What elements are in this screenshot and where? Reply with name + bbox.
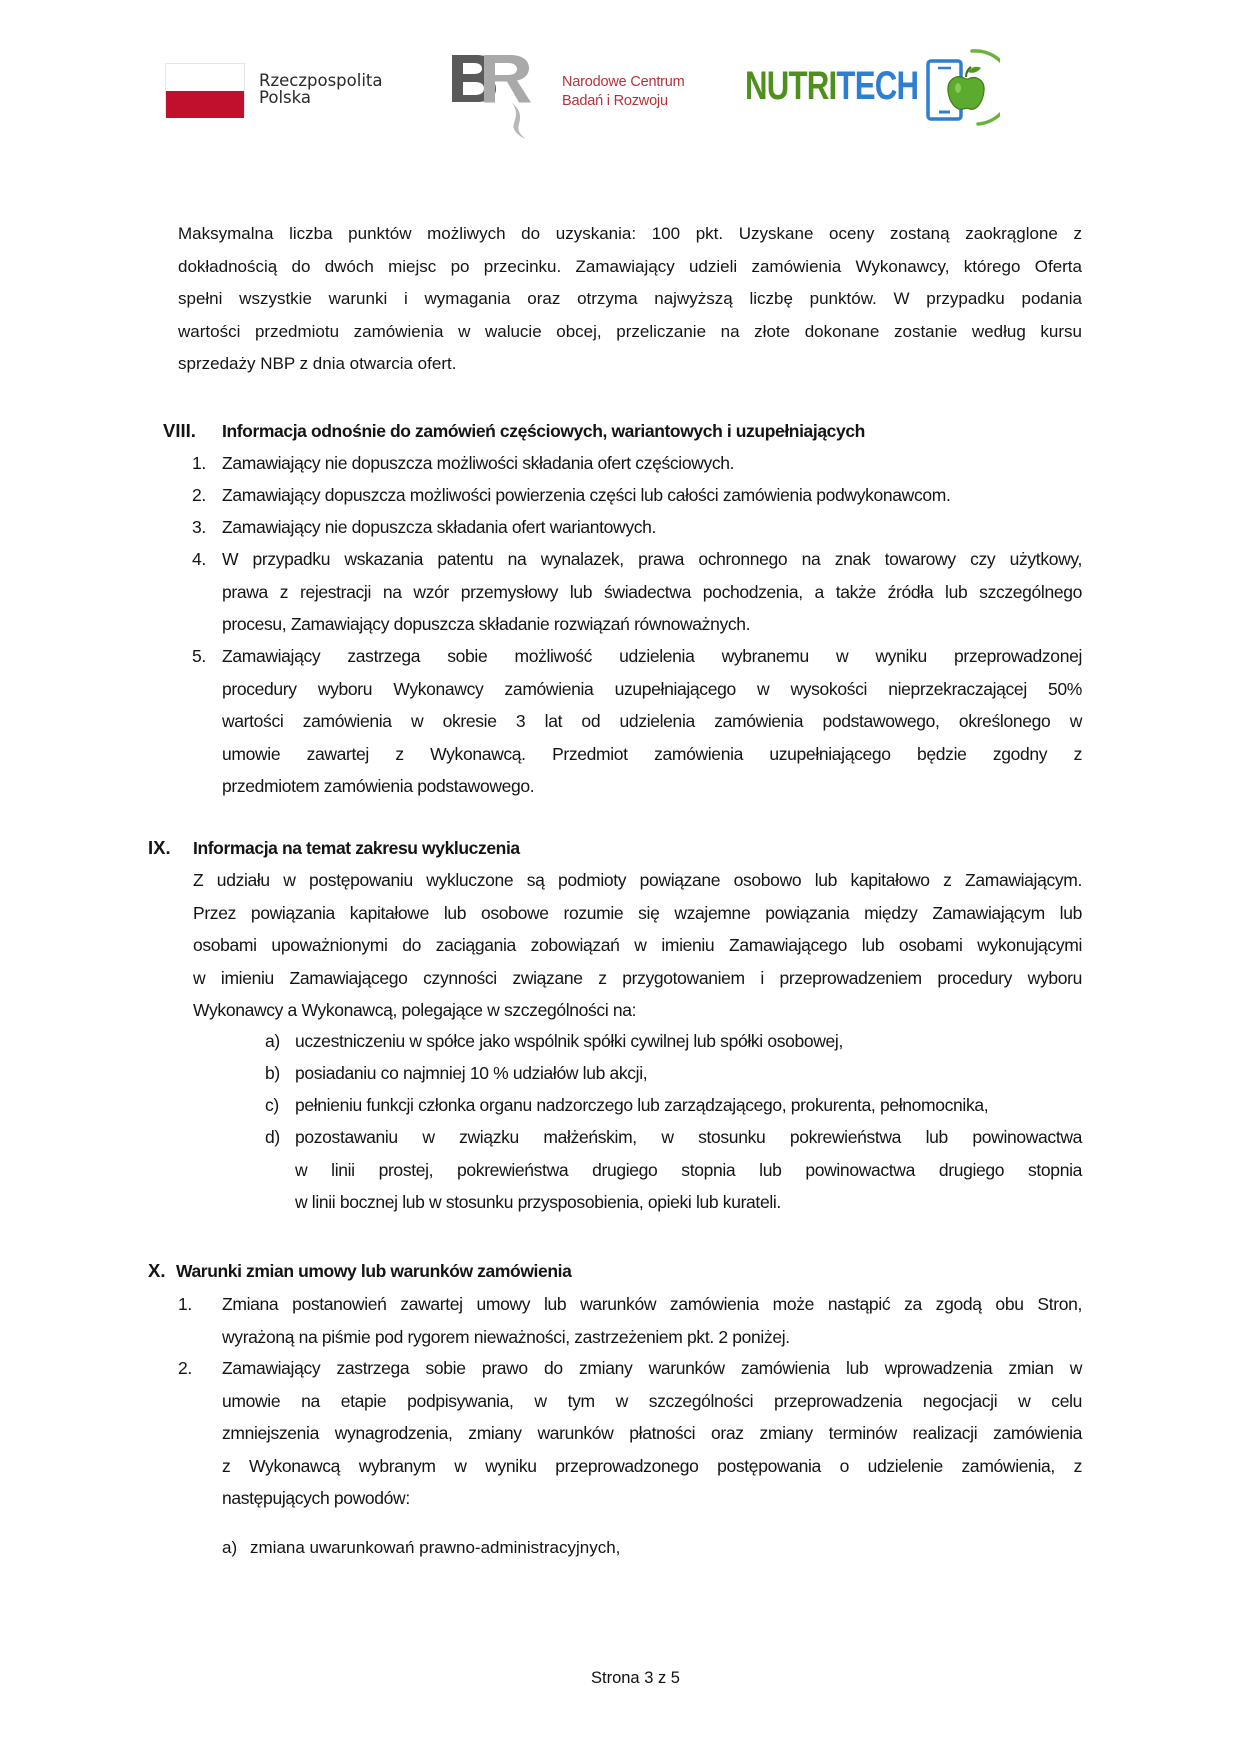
list-item-text: Zamawiający dopuszcza możliwości powierzenia części lub całości zamówienia podwykonawcom. — [222, 485, 951, 505]
intro-line: dokładnością do dwóch miejsc po przecinku. Zamawiający udzieli zamówienia Wykonawcy, którego Oferta — [178, 256, 1082, 276]
list-item-line: wyrażoną na piśmie pod rygorem nieważności, zastrzeżeniem pkt. 2 poniżej. — [222, 1326, 790, 1347]
list-item-line: umowie na etapie podpisywania, w tym w szczególności przeprowadzenia negocjacji w celu — [222, 1390, 1082, 1411]
list-item-text — [222, 640, 1082, 803]
list-item-letter: b) — [265, 1063, 280, 1083]
section-viii-number: VIII. — [163, 420, 196, 441]
paragraph-line: osobami upoważnionymi do zaciągania zobowiązań w imieniu Zamawiającego lub osobami wykonującymi — [193, 935, 1082, 955]
list-item-text: zmiana uwarunkowań prawno-administracyjnych, — [250, 1538, 621, 1557]
nutritech-word-nutri: NUTRI — [745, 64, 837, 108]
paragraph-line: w imieniu Zamawiającego czynności związane z przygotowaniem i przeprowadzeniem procedury wyboru — [193, 967, 1082, 988]
list-item-line: umowie zawartej z Wykonawcą. Przedmiot zamówienia uzupełniającego będzie zgodny z — [222, 743, 1082, 764]
list-item-text — [295, 1121, 1082, 1219]
page-header — [0, 0, 1241, 150]
page-number: Strona 3 z 5 — [591, 1669, 680, 1687]
section-viii-title: Informacja odnośnie do zamówień częściowych, wariantowych i uzupełniających — [222, 421, 865, 441]
list-item-text: pełnieniu funkcji członka organu nadzorczego lub zarządzającego, prokurenta, pełnomocnika, — [295, 1095, 989, 1115]
section-ix-paragraph — [193, 864, 1082, 1027]
intro-line: wartości przedmiotu zamówienia w walucie obcej, przeliczanie na złote dokonane zostanie według kursu — [178, 321, 1082, 341]
list-item-line: W przypadku wskazania patentu na wynalazek, prawa ochronnego na znak towarowy czy użytkowy, — [222, 549, 1082, 569]
polish-flag-icon — [165, 63, 245, 117]
ncbr-logo — [450, 45, 690, 140]
list-item-line: prawa z rejestracji na wzór przemysłowy lub świadectwa pochodzenia, a także źródła lub szczególnego — [222, 581, 1082, 602]
list-item-number: 4. — [192, 549, 206, 569]
paragraph-line: Z udziału w postępowaniu wykluczone są podmioty powiązane osobowo lub kapitałowo z Zamawiającym. — [193, 870, 1082, 890]
phone-apple-icon — [920, 48, 1000, 128]
paragraph-line: Przez powiązania kapitałowe lub osobowe rozumie się wzajemne powiązania między Zamawiającym lub — [193, 902, 1082, 923]
list-item-number: 2. — [192, 485, 206, 505]
list-item-line: z Wykonawcą wybranym w wyniku przeprowadzonego postępowania o udzielenie zamówienia, z — [222, 1455, 1082, 1476]
list-item-number: 1. — [178, 1294, 192, 1314]
ncbr-logo-line1: Narodowe Centrum — [562, 74, 685, 90]
list-item-line: Zamawiający zastrzega sobie prawo do zmiany warunków zamówienia lub wprowadzenia zmian w — [222, 1358, 1082, 1378]
list-item-number: 1. — [192, 453, 206, 473]
section-x-title: Warunki zmian umowy lub warunków zamówienia — [176, 1261, 572, 1281]
list-item-number: 3. — [192, 517, 206, 537]
list-item-letter: a) — [222, 1538, 238, 1557]
list-item-text — [222, 1352, 1082, 1515]
paragraph-line: Wykonawcy a Wykonawcą, polegające w szczególności na: — [193, 1000, 637, 1020]
list-item-text: uczestniczeniu w spółce jako wspólnik spółki cywilnej lub spółki osobowej, — [295, 1031, 843, 1051]
list-item-line: procesu, Zamawiający dopuszcza składanie rozwiązań równoważnych. — [222, 614, 751, 634]
intro-paragraph — [178, 218, 1082, 381]
list-item-line: procedury wyboru Wykonawcy zamówienia uzupełniającego w wysokości nieprzekraczającej 50% — [222, 678, 1082, 699]
list-item-text — [222, 1288, 1082, 1353]
list-item-text — [222, 543, 1082, 641]
section-ix-number: IX. — [148, 837, 171, 858]
list-item-line: Zmiana postanowień zawartej umowy lub warunków zamówienia może nastąpić za zgodą obu Stron, — [222, 1294, 1082, 1314]
nutritech-word-tech: TECH — [836, 64, 919, 108]
ncbr-br-mark-icon — [450, 45, 560, 140]
section-x-number: X. — [148, 1260, 166, 1281]
rp-logo-line1: Rzeczpospolita — [259, 71, 383, 90]
list-item-line: Zamawiający zastrzega sobie możliwość udzielenia wybranemu w wyniku przeprowadzonej — [222, 646, 1082, 666]
list-item-number: 5. — [192, 646, 206, 666]
intro-line: spełni wszystkie warunki i wymagania oraz otrzyma najwyższą liczbę punktów. W przypadku podania — [178, 289, 1082, 308]
list-item-line: w linii bocznej lub w stosunku przysposobienia, opieki lub kurateli. — [295, 1192, 781, 1212]
list-item-letter: a) — [265, 1031, 280, 1051]
list-item-letter: c) — [265, 1095, 279, 1115]
list-item-letter: d) — [265, 1127, 280, 1147]
ncbr-logo-text — [562, 73, 702, 111]
list-item-line: wartości zamówienia w okresie 3 lat od udzielenia zamówienia podstawowego, określonego w — [222, 711, 1082, 731]
list-item-line: przedmiotem zamówienia podstawowego. — [222, 776, 535, 796]
section-ix-title: Informacja na temat zakresu wykluczenia — [193, 838, 520, 858]
list-item-text: posiadaniu co najmniej 10 % udziałów lub akcji, — [295, 1063, 648, 1083]
list-item-number: 2. — [178, 1358, 192, 1378]
list-item-line: pozostawaniu w związku małżeńskim, w stosunku pokrewieństwa lub powinowactwa — [295, 1127, 1082, 1147]
rp-logo-line2: Polska — [259, 88, 312, 107]
intro-line: Maksymalna liczba punktów możliwych do uzyskania: 100 pkt. Uzyskane oceny zostaną zaokrąglone z — [178, 224, 1082, 243]
rp-logo-text — [259, 72, 459, 106]
intro-line: sprzedaży NBP z dnia otwarcia ofert. — [178, 354, 457, 373]
list-item-text: Zamawiający nie dopuszcza składania ofert wariantowych. — [222, 517, 657, 537]
nutritech-logo — [745, 48, 1005, 128]
list-item-text: Zamawiający nie dopuszcza możliwości składania ofert częściowych. — [222, 453, 735, 473]
list-item-line: zmniejszenia wynagrodzenia, zmiany warunków płatności oraz zmiany terminów realizacji zamówienia — [222, 1423, 1082, 1443]
nutritech-wordmark — [745, 64, 918, 108]
list-item-line: następujących powodów: — [222, 1488, 410, 1508]
ncbr-logo-line2: Badań i Rozwoju — [562, 93, 668, 109]
list-item-line: w linii prostej, pokrewieństwa drugiego stopnia lub powinowactwa drugiego stopnia — [295, 1159, 1082, 1180]
